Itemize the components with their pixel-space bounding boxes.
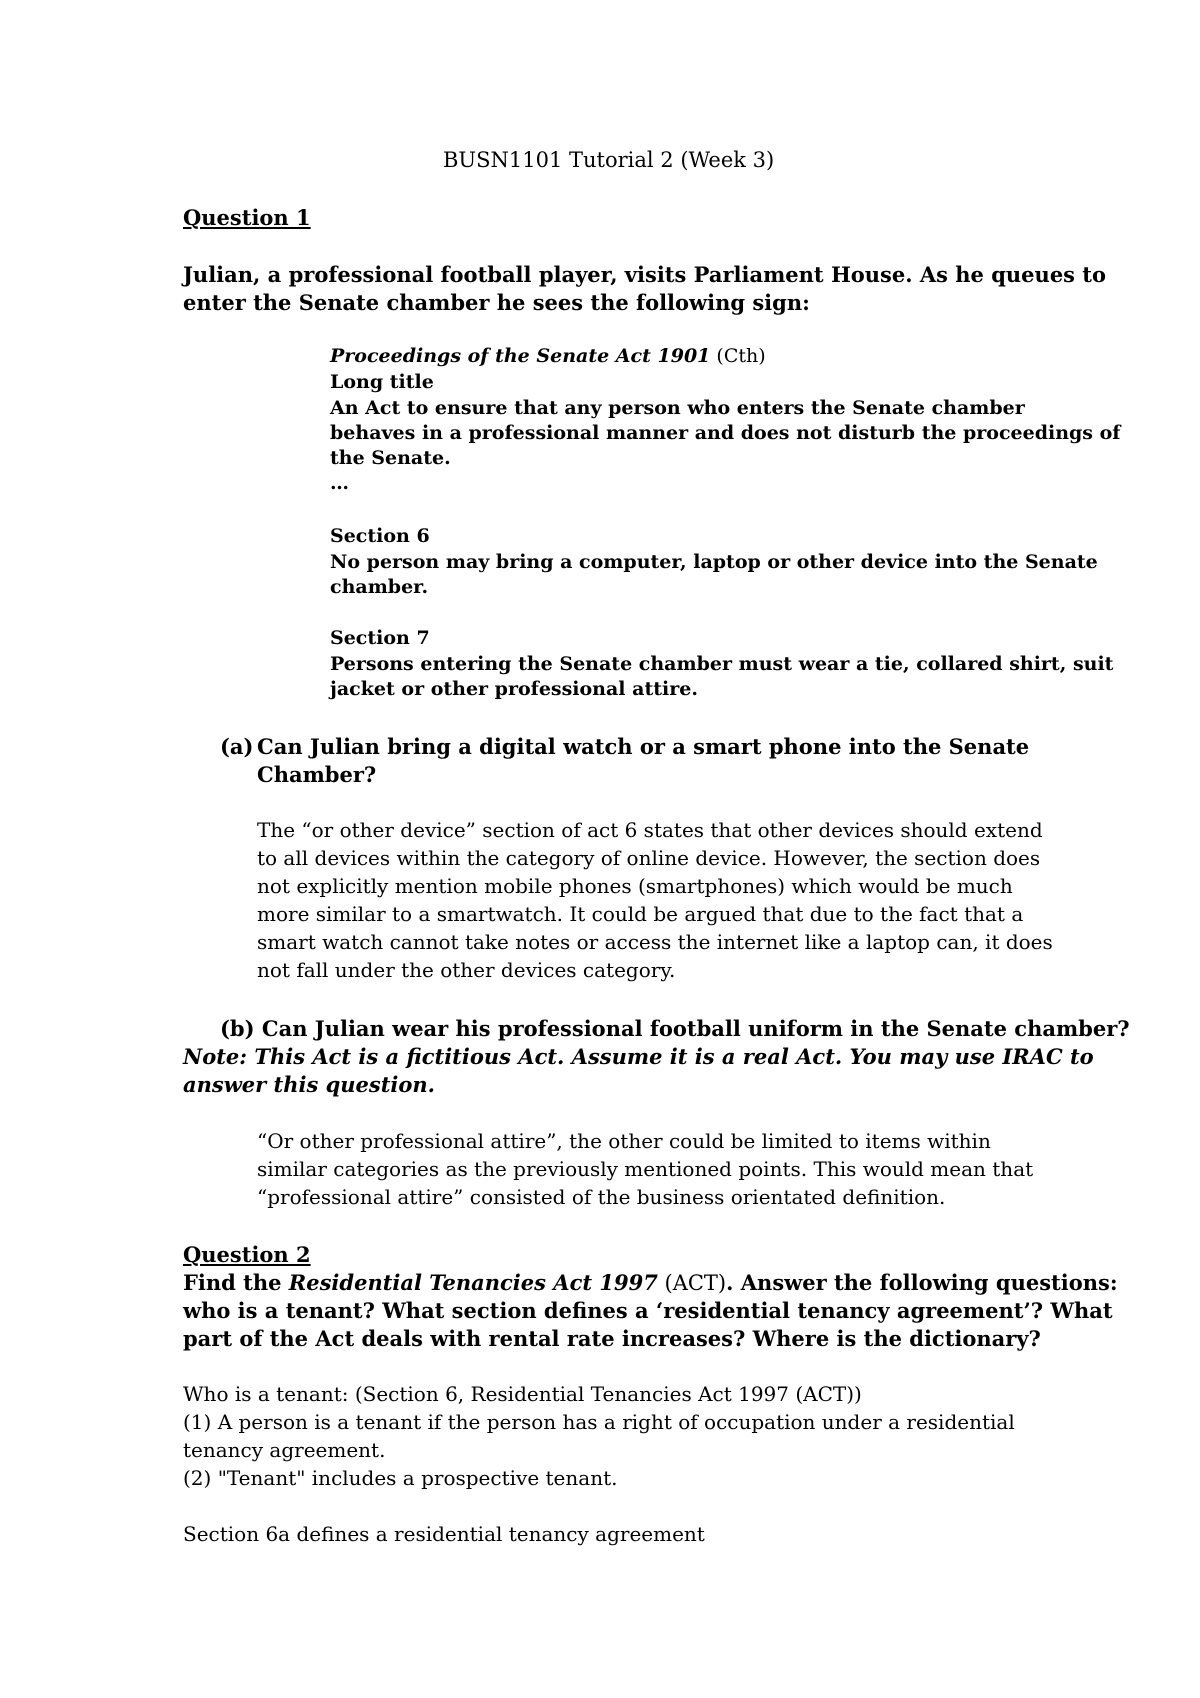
question-2-answer-line: (2) "Tenant" includes a prospective tenant.: [183, 1466, 618, 1490]
question-1-heading: Question 1: [183, 205, 311, 230]
part-b-answer-line: “professional attire” consisted of the business orientated definition.: [257, 1185, 946, 1209]
long-title-line: behaves in a professional manner and does not disturb the proceedings of: [330, 422, 1121, 444]
section-7-label: Section 7: [330, 627, 430, 649]
part-a-answer-line: smart watch cannot take notes or access the internet like a laptop can, it does: [257, 930, 1053, 954]
part-a-answer-line: not explicitly mention mobile phones (smartphones) which would be much: [257, 874, 1013, 898]
part-b-answer-line: similar categories as the previously mentioned points. This would mean that: [257, 1157, 1034, 1181]
part-a-answer-line: more similar to a smartwatch. It could be argued that due to the fact that a: [257, 902, 1024, 926]
question-2-answer-line: tenancy agreement.: [183, 1438, 386, 1462]
part-b-note-line: answer this question.: [183, 1072, 435, 1097]
section-6-line: No person may bring a computer, laptop or other device into the Senate: [330, 551, 1098, 573]
act-jurisdiction: (Cth): [710, 345, 766, 367]
question-2-answer-line: Who is a tenant: (Section 6, Residential Tenancies Act 1997 (ACT)): [183, 1382, 862, 1406]
act-name: Proceedings of the Senate Act 1901: [330, 345, 711, 367]
document-title: BUSN1101 Tutorial 2 (Week 3): [443, 148, 775, 172]
part-a-label: (a): [220, 734, 254, 759]
question-2-answer-last: Section 6a defines a residential tenancy agreement: [183, 1522, 705, 1546]
section-6-label: Section 6: [330, 525, 430, 547]
question-2-act-jurisdiction: (ACT): [657, 1271, 727, 1295]
long-title-label: Long title: [330, 371, 434, 393]
question-2-prefix: Find the: [183, 1270, 289, 1295]
ellipsis: …: [330, 472, 349, 494]
section-6-line: chamber.: [330, 576, 429, 598]
question-1-intro-line: Julian, a professional football player, visits Parliament House. As he queues to: [183, 262, 1107, 287]
question-1-intro-line: enter the Senate chamber he sees the following sign:: [183, 290, 810, 315]
question-2-line: [183, 1270, 1118, 1295]
part-b-question: (b) Can Julian wear his professional football uniform in the Senate chamber?: [220, 1016, 1130, 1041]
section-7-line: Persons entering the Senate chamber must wear a tie, collared shirt, suit: [330, 653, 1114, 675]
part-a-answer-line: to all devices within the category of online device. However, the section does: [257, 846, 1041, 870]
question-2-suffix: . Answer the following questions:: [726, 1270, 1118, 1295]
part-b-answer-line: “Or other professional attire”, the other could be limited to items within: [257, 1129, 991, 1153]
long-title-line: the Senate.: [330, 447, 451, 469]
question-2-answer-line: (1) A person is a tenant if the person has a right of occupation under a residential: [183, 1410, 1015, 1434]
part-a-answer-line: The “or other device” section of act 6 states that other devices should extend: [257, 818, 1043, 842]
part-b-note-line: Note: This Act is a fictitious Act. Assume it is a real Act. You may use IRAC to: [183, 1044, 1094, 1069]
question-2-act-name: Residential Tenancies Act 1997: [288, 1270, 658, 1295]
long-title-line: An Act to ensure that any person who enters the Senate chamber: [330, 397, 1025, 419]
section-7-line: jacket or other professional attire.: [330, 678, 698, 700]
part-a-question-line: Can Julian bring a digital watch or a smart phone into the Senate: [257, 734, 1030, 759]
act-name-line: [330, 345, 766, 367]
part-a-answer-line: not fall under the other devices category.: [257, 958, 676, 982]
part-a-question-line: Chamber?: [257, 762, 377, 787]
question-2-line: who is a tenant? What section defines a ‘residential tenancy agreement’? What: [183, 1298, 1113, 1323]
question-2-heading: Question 2: [183, 1242, 311, 1267]
question-2-line: part of the Act deals with rental rate increases? Where is the dictionary?: [183, 1326, 1041, 1351]
